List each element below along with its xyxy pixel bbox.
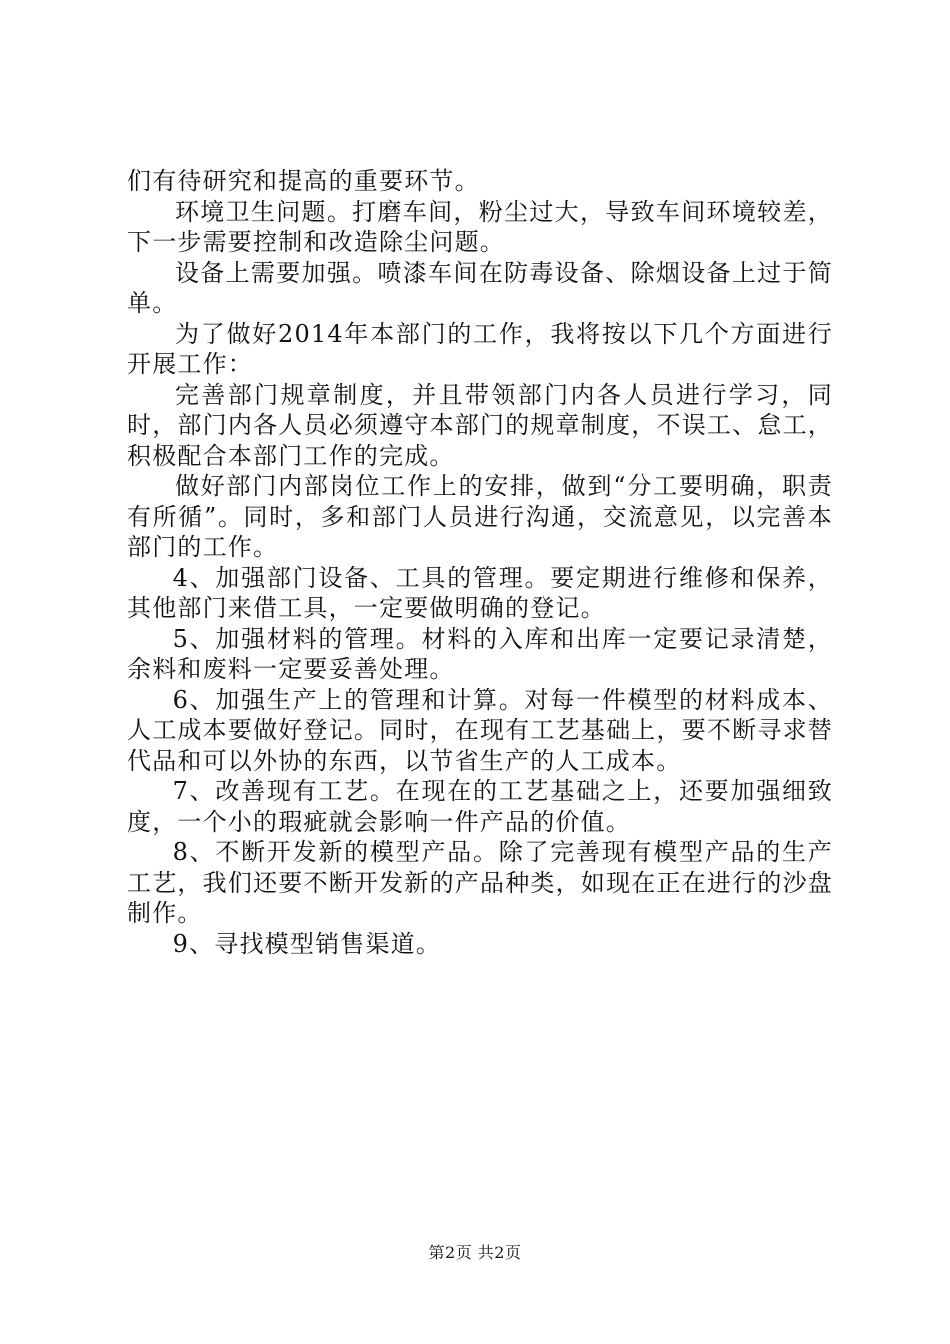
paragraph-equipment: 设备上需要加强。喷漆车间在防毒设备、除烟设备上过于简单。 bbox=[127, 258, 833, 317]
page-number-footer: 第2页 共2页 bbox=[428, 1243, 522, 1262]
paragraph-item-6: 6、加强生产上的管理和计算。对每一件模型的材料成本、人工成本要做好登记。同时，在现有工艺基础上，要不断寻求替代品和可以外协的东西，以节省生产的人工成本。 bbox=[127, 685, 833, 775]
paragraph-rules: 完善部门规章制度，并且带领部门内各人员进行学习，同时，部门内各人员必须遵守本部门的规章制度，不误工、怠工，积极配合本部门工作的完成。 bbox=[127, 380, 833, 470]
paragraph-item-9: 9、寻找模型销售渠道。 bbox=[172, 929, 442, 958]
paragraph-plan-intro: 为了做好2014年本部门的工作，我将按以下几个方面进行开展工作： bbox=[127, 319, 833, 378]
paragraph-item-8: 8、不断开发新的模型产品。除了完善现有模型产品的生产工艺，我们还要不断开发新的产品种类，如现在正在进行的沙盘制作。 bbox=[127, 838, 833, 927]
paragraph-item-7: 7、改善现有工艺。在现在的工艺基础之上，还要加强细致度，一个小的瑕疵就会影响一件产品的价值。 bbox=[127, 777, 833, 836]
paragraph-item-4: 4、加强部门设备、工具的管理。要定期进行维修和保养，其他部门来借工具，一定要做明确的登记。 bbox=[127, 563, 833, 622]
paragraph-arrangement: 做好部门内部岗位工作上的安排，做到“分工要明确，职责有所循”。同时，多和部门人员进行沟通，交流意见，以完善本部门的工作。 bbox=[127, 472, 833, 561]
document-body bbox=[127, 166, 833, 959]
paragraph-environment-hygiene: 环境卫生问题。打磨车间，粉尘过大，导致车间环境较差，下一步需要控制和改造除尘问题。 bbox=[127, 197, 833, 256]
paragraph-item-5: 5、加强材料的管理。材料的入库和出库一定要记录清楚，余料和废料一定要妥善处理。 bbox=[127, 624, 833, 683]
paragraph-continuation: 们有待研究和提高的重要环节。 bbox=[127, 167, 480, 195]
